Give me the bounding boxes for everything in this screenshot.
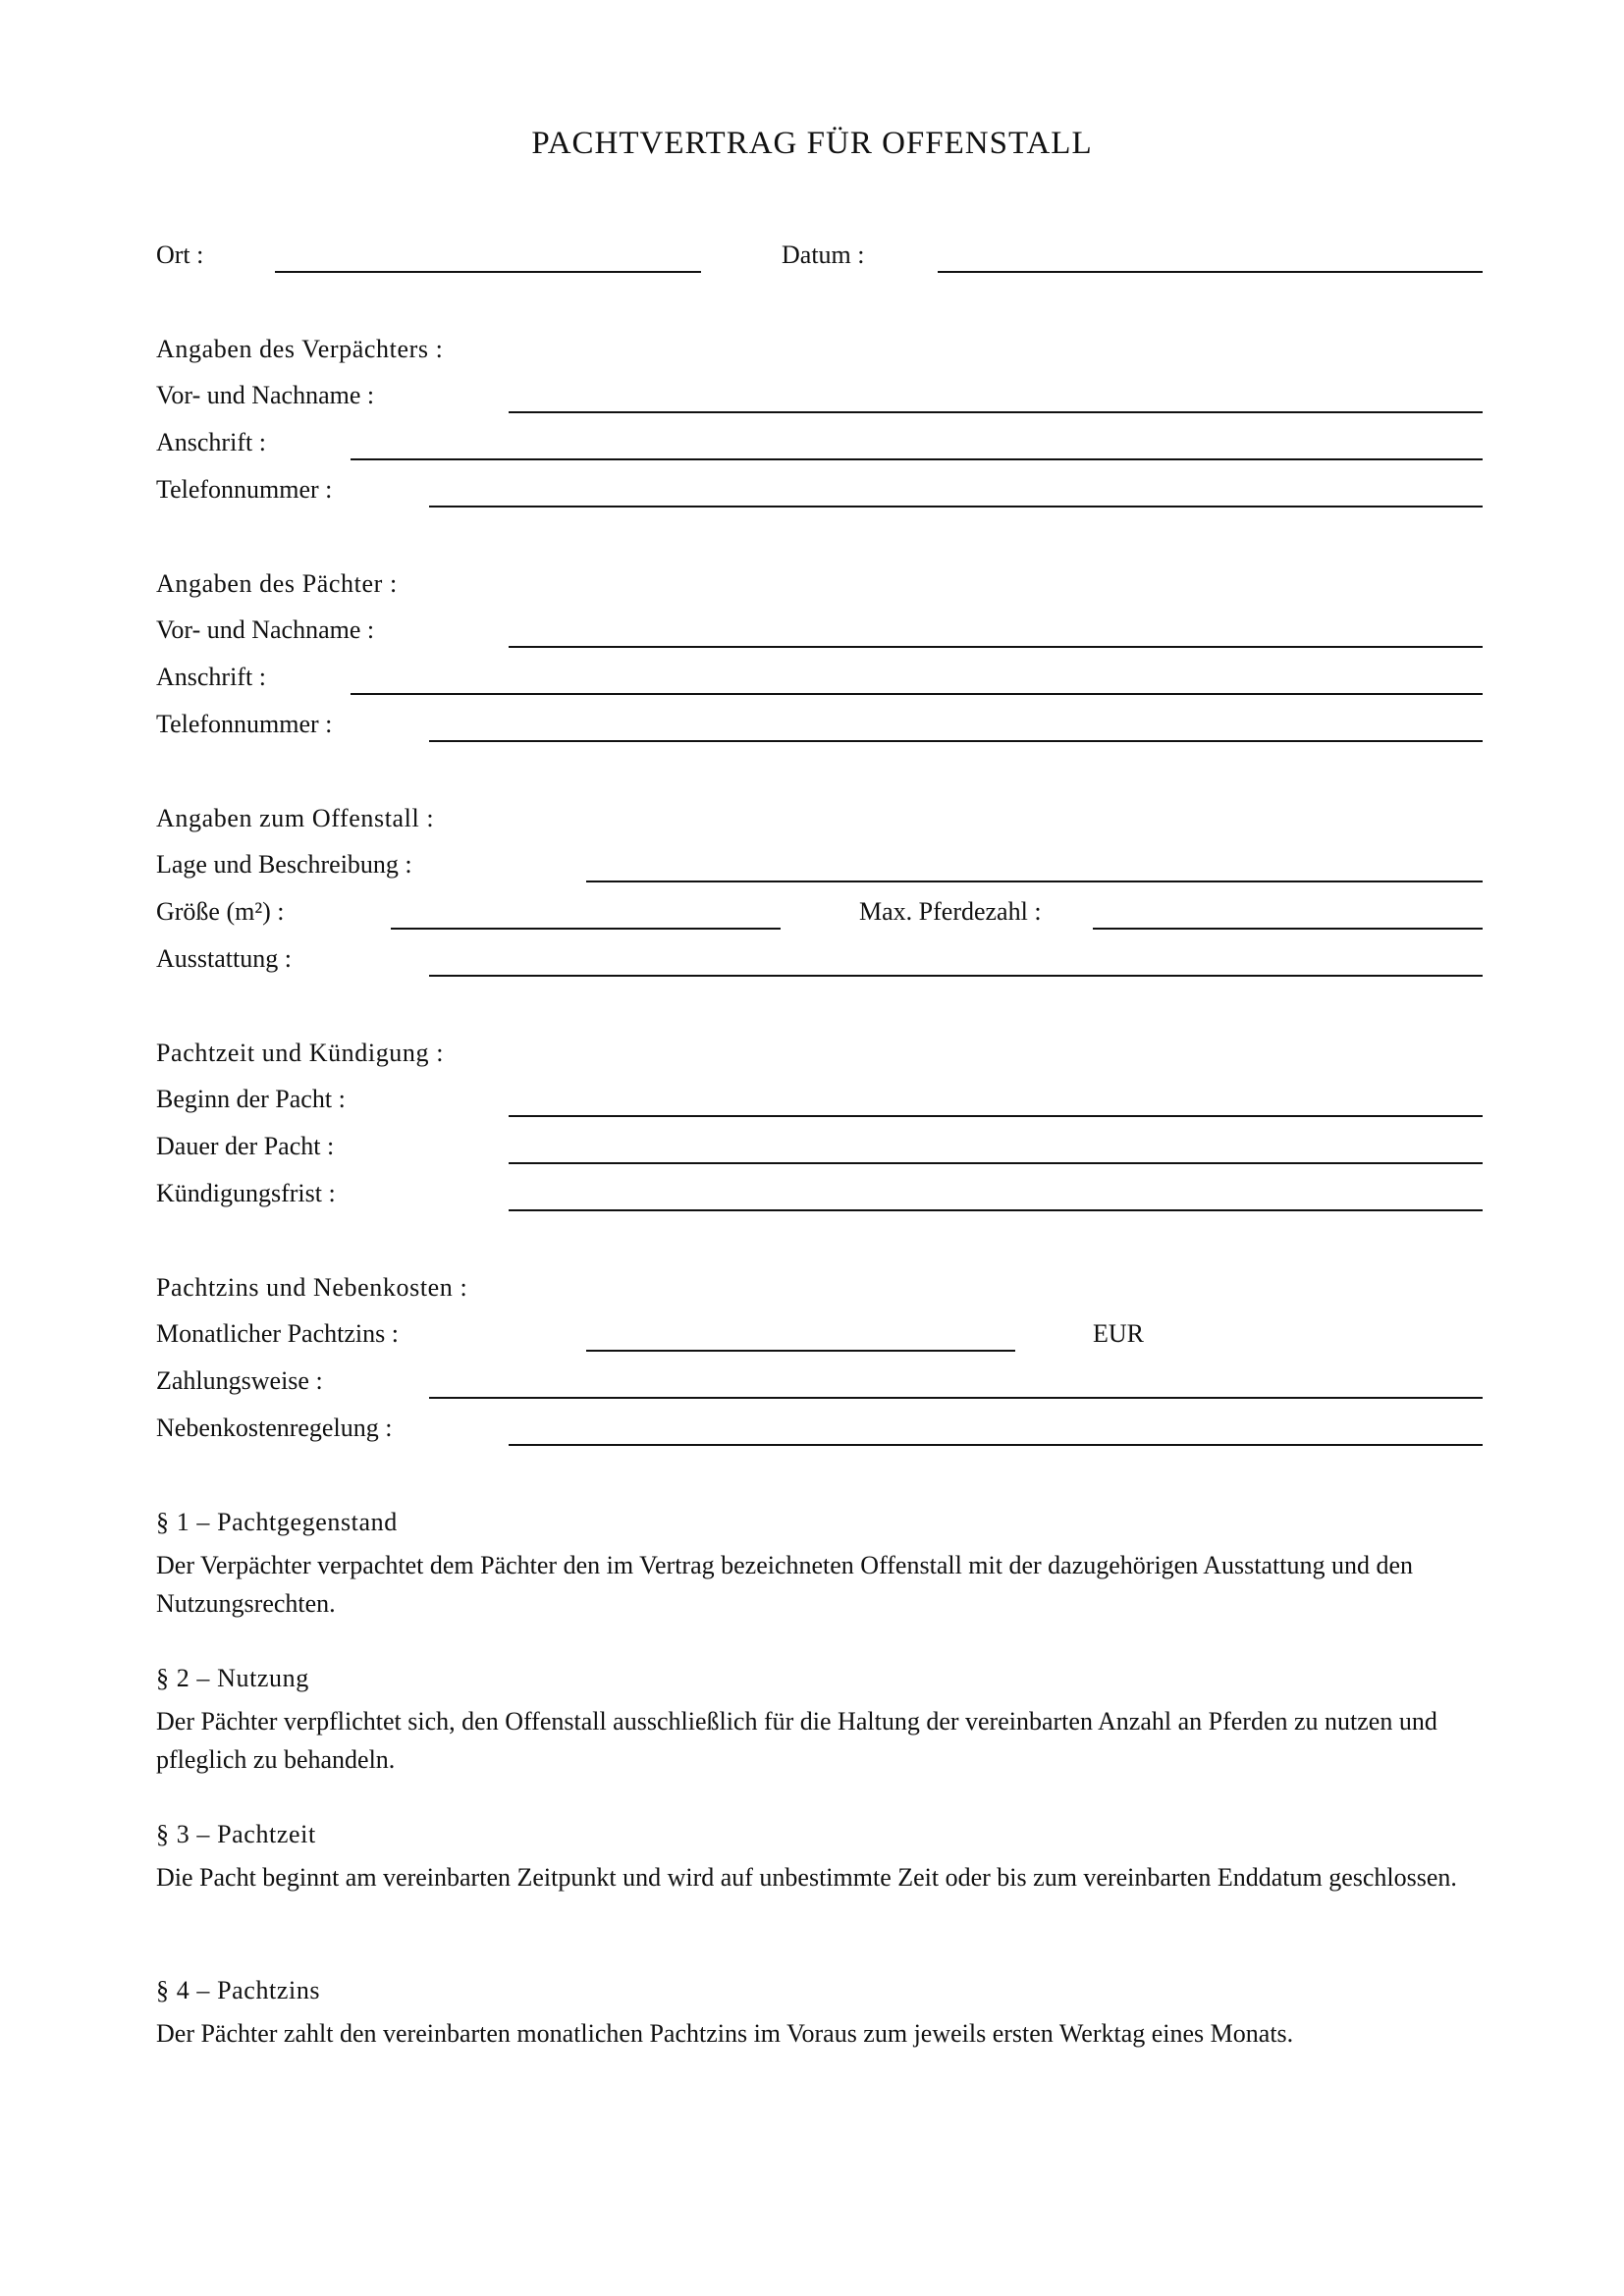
verpaechter-name-field[interactable] — [509, 411, 1483, 413]
pachtzins-rent-label: Monatlicher Pachtzins : — [156, 1319, 399, 1348]
verpaechter-phone-field[interactable] — [429, 506, 1483, 507]
offenstall-heading: Angaben zum Offenstall : — [156, 804, 435, 832]
ort-label: Ort : — [156, 240, 204, 269]
paechter-heading: Angaben des Pächter : — [156, 569, 398, 598]
paechter-address-field[interactable] — [351, 693, 1483, 695]
offenstall-size-field[interactable] — [391, 928, 781, 930]
offenstall-max-horses-label: Max. Pferdezahl : — [859, 897, 1042, 926]
verpaechter-name-label: Vor- und Nachname : — [156, 381, 375, 409]
paechter-name-label: Vor- und Nachname : — [156, 615, 375, 644]
section-1-heading: § 1 – Pachtgegenstand — [156, 1508, 398, 1536]
pachtzins-payment-field[interactable] — [429, 1397, 1483, 1399]
verpaechter-heading: Angaben des Verpächters : — [156, 335, 444, 363]
section-2-heading: § 2 – Nutzung — [156, 1664, 309, 1692]
paechter-address-label: Anschrift : — [156, 663, 266, 691]
paechter-name-field[interactable] — [509, 646, 1483, 648]
datum-label: Datum : — [782, 240, 865, 269]
pachtzeit-duration-field[interactable] — [509, 1162, 1483, 1164]
section-1-text: Der Verpächter verpachtet dem Pächter den im Vertrag bezeichneten Offenstall mit der dazugehörigen Ausstattung und den Nutzungsrechten. — [156, 1551, 1414, 1618]
paechter-phone-field[interactable] — [429, 740, 1483, 742]
document-title: PACHTVERTRAG FÜR OFFENSTALL — [531, 126, 1093, 161]
pachtzins-rent-field[interactable] — [586, 1350, 1015, 1352]
section-4-text: Der Pächter zahlt den vereinbarten monatlichen Pachtzins im Voraus zum jeweils ersten Werktag eines Monats. — [156, 2019, 1294, 2048]
verpaechter-address-field[interactable] — [351, 458, 1483, 460]
pachtzins-heading: Pachtzins und Nebenkosten : — [156, 1273, 468, 1302]
offenstall-equipment-field[interactable] — [429, 975, 1483, 977]
section-4-heading: § 4 – Pachtzins — [156, 1976, 321, 2004]
pachtzeit-duration-label: Dauer der Pacht : — [156, 1132, 335, 1160]
pachtzins-costs-field[interactable] — [509, 1444, 1483, 1446]
pachtzeit-notice-field[interactable] — [509, 1209, 1483, 1211]
datum-field[interactable] — [938, 271, 1483, 273]
offenstall-location-field[interactable] — [586, 881, 1483, 882]
pachtzeit-start-label: Beginn der Pacht : — [156, 1085, 346, 1113]
verpaechter-phone-label: Telefonnummer : — [156, 475, 333, 504]
pachtzins-payment-label: Zahlungsweise : — [156, 1366, 323, 1395]
pachtzeit-start-field[interactable] — [509, 1115, 1483, 1117]
section-3-text: Die Pacht beginnt am vereinbarten Zeitpunkt und wird auf unbestimmte Zeit oder bis zum vereinbarten Enddatum geschlossen. — [156, 1863, 1457, 1892]
paechter-phone-label: Telefonnummer : — [156, 710, 333, 738]
pachtzins-currency: EUR — [1093, 1319, 1144, 1348]
section-3-heading: § 3 – Pachtzeit — [156, 1820, 316, 1848]
section-2-text: Der Pächter verpflichtet sich, den Offenstall ausschließlich für die Haltung der vereinbarten Anzahl an Pferden zu nutzen und pfleglich zu behandeln. — [156, 1707, 1437, 1774]
offenstall-size-label: Größe (m²) : — [156, 897, 285, 926]
pachtzeit-notice-label: Kündigungsfrist : — [156, 1179, 336, 1207]
ort-field[interactable] — [275, 271, 701, 273]
offenstall-equipment-label: Ausstattung : — [156, 944, 292, 973]
pachtzins-costs-label: Nebenkostenregelung : — [156, 1414, 393, 1442]
verpaechter-address-label: Anschrift : — [156, 428, 266, 456]
pachtzeit-heading: Pachtzeit und Kündigung : — [156, 1039, 445, 1067]
offenstall-max-horses-field[interactable] — [1093, 928, 1483, 930]
offenstall-location-label: Lage und Beschreibung : — [156, 850, 412, 879]
